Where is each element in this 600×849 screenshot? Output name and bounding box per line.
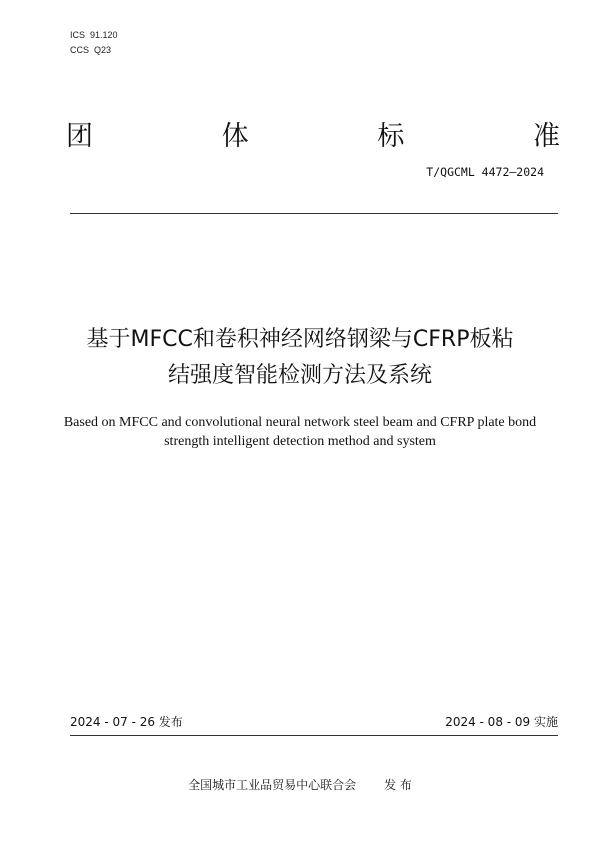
doc-type-char: 体	[221, 121, 249, 152]
english-title-line-1: Based on MFCC and convolutional neural network steel beam and CFRP plate bond	[63, 415, 537, 430]
english-title	[40, 413, 560, 451]
chinese-title-line-2: 结强度智能检测方法及系统	[167, 363, 432, 388]
implement-date: 2024 - 08 - 09 实施	[445, 715, 558, 729]
doc-type-char: 标	[377, 121, 405, 152]
ccs-code: CCS Q23	[70, 45, 112, 55]
publisher-action: 发 布	[384, 778, 412, 792]
classification-codes	[70, 28, 118, 58]
publish-date: 2024 - 07 - 26 发布	[70, 715, 183, 729]
publisher-line	[0, 776, 600, 793]
document-type-heading	[66, 114, 560, 153]
chinese-title	[0, 322, 600, 394]
doc-type-char: 团	[66, 121, 93, 152]
standard-number: T/QGCML 4472—2024	[426, 165, 544, 179]
doc-type-char: 准	[532, 121, 560, 152]
chinese-title-line-1: 基于MFCC和卷积神经网络钢梁与CFRP板粘	[86, 327, 514, 352]
english-title-line-2: strength intelligent detection method and system	[164, 434, 436, 449]
publisher-org: 全国城市工业品贸易中心联合会	[188, 778, 357, 792]
ics-code: ICS 91.120	[70, 30, 118, 40]
top-divider	[70, 213, 558, 214]
bottom-divider	[70, 735, 558, 736]
